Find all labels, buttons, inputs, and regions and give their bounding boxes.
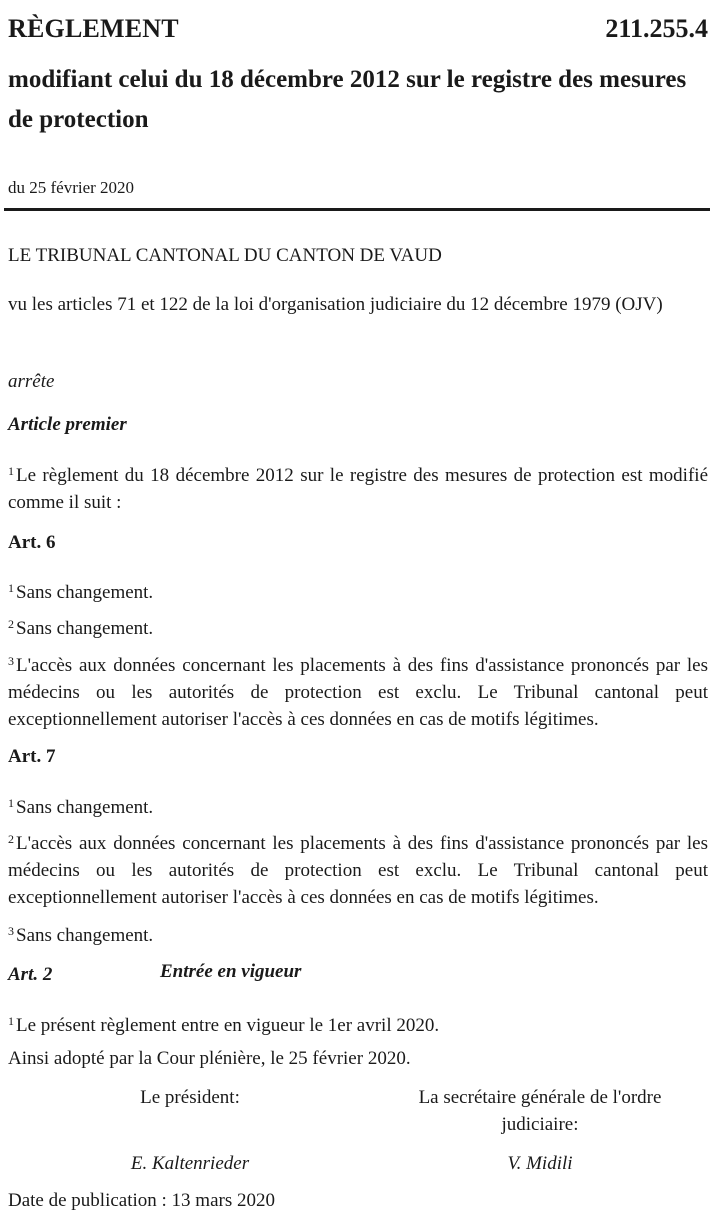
paragraph-text: Sans changement. [16, 797, 154, 818]
article-premier-paragraph-1 [8, 458, 708, 516]
paragraph-text: Sans changement. [16, 618, 154, 639]
art7-paragraph-3 [8, 918, 153, 949]
article-premier-heading: Article premier [8, 414, 127, 435]
header-divider [4, 208, 710, 211]
document-subtitle: modifiant celui du 18 décembre 2012 sur le registre des mesures de protection [8, 66, 687, 133]
document-header [8, 14, 708, 48]
art7-paragraph-1 [8, 790, 153, 821]
paragraph-text: L'accès aux données concernant les placements à des fins d'assistance prononcés par les médecins ou les autorités de protection est exclu. Le Tribunal cantonal peut exceptionnellement autoriser l'accès à ces données en cas de motifs légitimes. [8, 655, 708, 730]
decrees-line: arrête [8, 371, 55, 392]
secretary-name: V. Midili [507, 1153, 573, 1174]
publication-date: Date de publication : 13 mars 2020 [8, 1190, 275, 1211]
art7-paragraph-2 [8, 826, 708, 911]
paragraph-number: 1 [8, 581, 14, 595]
paragraph-number: 3 [8, 924, 14, 938]
art6-heading: Art. 6 [8, 532, 56, 553]
art6-paragraph-2 [8, 611, 153, 642]
art6-paragraph-3 [8, 648, 708, 733]
art6-paragraph-1 [8, 575, 153, 606]
paragraph-text: Le règlement du 18 décembre 2012 sur le registre des mesures de protection est modifié comme il suit : [8, 465, 708, 513]
art2-paragraph-1 [8, 1008, 439, 1039]
art2-title: Entrée en vigueur [160, 961, 302, 982]
paragraph-number: 1 [8, 1014, 14, 1028]
paragraph-text: Le présent règlement entre en vigueur le 1er avril 2020. [16, 1015, 440, 1036]
document-number: 211.255.4 [605, 14, 708, 43]
secretary-title: La secrétaire générale de l'ordre judiciaire: [418, 1087, 662, 1135]
paragraph-text: L'accès aux données concernant les placements à des fins d'assistance prononcés par les médecins ou les autorités de protection est exclu. Le Tribunal cantonal peut exceptionnellement autoriser l'accès à ces données en cas de motifs légitimes. [8, 833, 708, 908]
art2-label: Art. 2 [8, 964, 53, 985]
paragraph-text: Sans changement. [16, 582, 154, 603]
art7-heading: Art. 7 [8, 746, 56, 767]
document-type: RÈGLEMENT [8, 14, 179, 43]
paragraph-number: 3 [8, 654, 14, 668]
paragraph-number: 1 [8, 464, 14, 478]
president-name: E. Kaltenrieder [130, 1153, 250, 1174]
adoption-line: Ainsi adopté par la Cour plénière, le 25 février 2020. [8, 1048, 411, 1069]
paragraph-text: Sans changement. [16, 925, 154, 946]
president-title: Le président: [140, 1087, 240, 1108]
paragraph-number: 2 [8, 832, 14, 846]
document-date: du 25 février 2020 [8, 178, 135, 197]
considering-paragraph: vu les articles 71 et 122 de la loi d'organisation judiciaire du 12 décembre 1979 (OJV) [8, 294, 663, 315]
authority-line: LE TRIBUNAL CANTONAL DU CANTON DE VAUD [8, 245, 442, 266]
paragraph-number: 1 [8, 796, 14, 810]
paragraph-number: 2 [8, 617, 14, 631]
